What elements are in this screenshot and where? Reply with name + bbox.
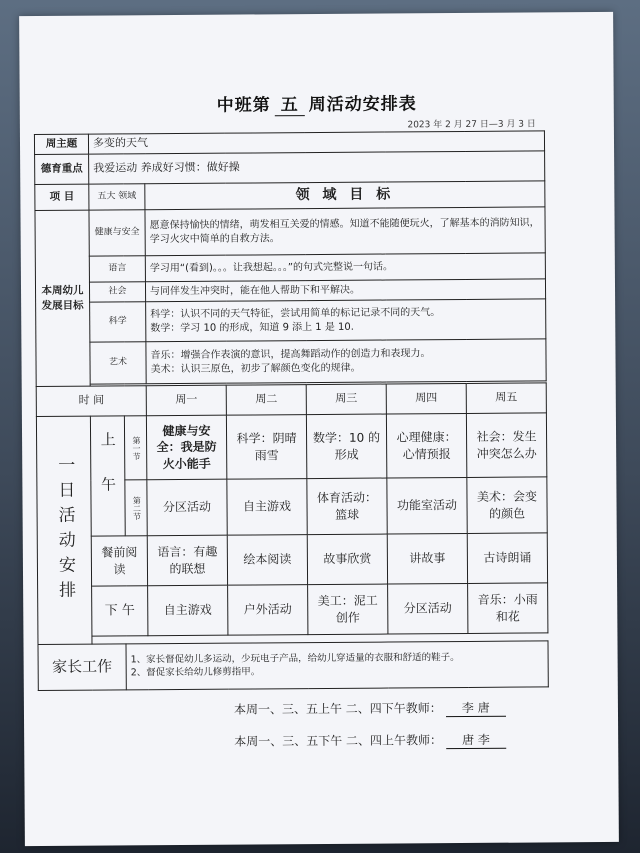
day-header: 周一 [146, 385, 226, 416]
activity-cell: 心理健康：心情预报 [386, 413, 466, 478]
second-slot-label [125, 480, 147, 536]
activity-cell: 绘本阅读 [227, 535, 307, 586]
page-title [20, 88, 614, 118]
day-header: 周二 [226, 385, 306, 416]
activity-cell: 自主游戏 [148, 585, 228, 636]
day-header: 周五 [466, 383, 546, 414]
activity-table [34, 130, 549, 691]
goal-domain: 健康与安全 [89, 210, 145, 256]
first-slot-text: 第一节 [131, 435, 142, 460]
moral-label: 德育重点 [35, 154, 89, 184]
teacher-line-text: 本周一、三、五下午 二、四上午教师： [234, 733, 443, 749]
parent-item: 2、督促家长给幼儿修剪指甲。 [130, 665, 261, 678]
activity-cell: 分区活动 [147, 479, 227, 536]
activity-cell: 自主游戏 [227, 479, 307, 536]
daily-schedule-text: 一日活动安排 [54, 455, 76, 606]
week-number: 五 [275, 90, 305, 116]
goal-domain: 科学 [90, 302, 146, 342]
activity-cell: 美工：泥工创作 [308, 584, 388, 635]
activity-cell: 分区活动 [388, 583, 468, 634]
title-prefix: 中班第 [216, 95, 271, 116]
weekly-goals-label: 本周幼儿发展目标 [35, 210, 90, 386]
goal-row [36, 339, 546, 385]
activity-cell: 体育活动：篮球 [307, 478, 387, 535]
teacher-names: 李 唐 [446, 699, 506, 717]
goal-text: 愿意保持愉快的情绪，萌发相互关爱的情感。知道不能随便玩火，了解基本的消防知识，学习火灾中简单的自救方法。 [145, 207, 545, 256]
second-slot-text: 第二节 [132, 495, 142, 520]
teacher-line [234, 699, 506, 719]
activity-cell: 健康与安全：我是防火小能手 [146, 415, 226, 480]
title-suffix: 周活动安排表 [308, 94, 417, 116]
activity-cell: 故事欣赏 [307, 534, 387, 585]
time-row [36, 383, 546, 417]
teacher-line-text: 本周一、三、五上午 二、四下午教师： [233, 701, 442, 717]
day-header: 周三 [306, 384, 386, 415]
moral-row [35, 151, 545, 185]
first-slot-label [124, 416, 146, 480]
reading-label: 餐前阅读 [91, 536, 147, 586]
goal-row [35, 207, 545, 257]
afternoon-row [38, 583, 548, 637]
music-goal: 音乐：增强合作表演的意识，提高舞蹈动作的创造力和表现力。 [150, 348, 431, 362]
activity-cell: 科学：阴晴雨雪 [226, 415, 306, 480]
art-goal: 美术：认识三原色，初步了解颜色变化的规律。 [150, 362, 361, 375]
schedule-sheet [19, 12, 619, 846]
domain-label: 五大 领域 [89, 184, 145, 210]
morning-label [90, 416, 125, 536]
item-label: 项 目 [35, 184, 89, 210]
theme-label: 周主题 [34, 134, 88, 154]
goal-domain: 语言 [89, 256, 145, 282]
activity-cell: 社会：发生冲突怎么办 [466, 413, 546, 478]
parents-row [38, 641, 548, 691]
math-goal: 数学：学习 10 的形成，知道 9 添上 1 是 10. [150, 321, 354, 334]
activity-cell: 语言：有趣的联想 [147, 535, 227, 586]
goal-text [146, 339, 546, 384]
moral-value: 我爱运动 养成好习惯：做好操 [89, 151, 545, 184]
activity-cell: 数学：10 的形成 [306, 414, 386, 479]
activity-cell: 音乐：小雨和花 [468, 583, 548, 634]
goal-text [146, 299, 546, 342]
goal-text: 与同伴发生冲突时，能在他人帮助下和平解决。 [145, 279, 545, 302]
goal-row [35, 253, 545, 283]
goal-text: 学习用“(看到)。。。让我想起。。。”的句式完整说一句话。 [145, 253, 545, 282]
activity-cell: 美术：会变的颜色 [467, 477, 547, 534]
parent-item: 1、家长督促幼儿多运动，少玩电子产品，给幼儿穿适量的衣服和舒适的鞋子。 [130, 651, 460, 666]
day-header: 周四 [386, 383, 466, 414]
goal-row [36, 299, 546, 343]
goal-domain: 社会 [89, 282, 145, 302]
activity-cell: 古诗朗诵 [467, 533, 547, 584]
teacher-names: 唐 李 [446, 731, 506, 749]
date-range: 2023 年 2 月 27 日—3 月 3 日 [407, 119, 536, 131]
daily-schedule-label [36, 416, 92, 644]
morning-text: 上午 [98, 430, 118, 522]
time-label: 时 间 [36, 386, 146, 417]
goal-label: 领 域 目 标 [145, 181, 545, 210]
goal-domain: 艺术 [90, 342, 146, 384]
parents-items [126, 641, 548, 690]
activity-cell: 户外活动 [228, 585, 308, 636]
activity-cell: 功能室活动 [387, 477, 467, 534]
reading-row [37, 533, 547, 587]
teacher-line [234, 731, 506, 751]
morning-first-row [36, 413, 546, 481]
science-goal: 科学：认识不同的天气特征，尝试用简单的标记记录不同的天气。 [150, 307, 441, 321]
activity-cell: 讲故事 [387, 533, 467, 584]
afternoon-label: 下 午 [92, 586, 148, 636]
parents-label: 家长工作 [38, 644, 126, 691]
goals-header-row [35, 181, 545, 211]
theme-value: 多变的天气 [88, 131, 544, 154]
